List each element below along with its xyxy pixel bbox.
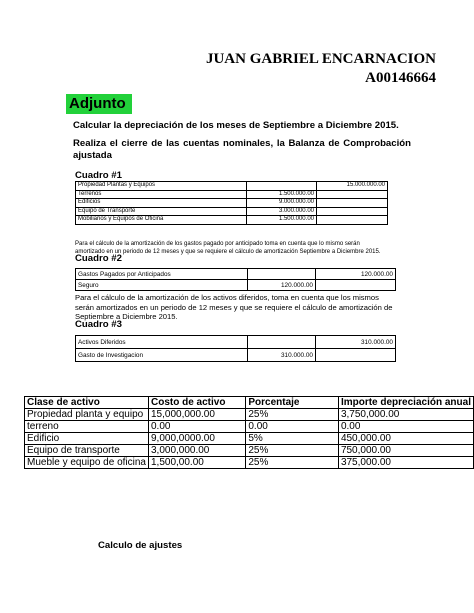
table-cell: Edificio <box>25 433 149 445</box>
row-label: Terrenos <box>76 190 247 199</box>
table-header-row <box>25 397 474 409</box>
cuadro-3-title: Cuadro #3 <box>75 319 122 330</box>
header-cell: Importe depreciación anual <box>338 397 473 409</box>
row-total <box>317 216 388 225</box>
table-cell: 5% <box>246 433 339 445</box>
table-cell: 25% <box>246 409 339 421</box>
row-label: Mobiliarios y Equipos de Oficina <box>76 216 247 225</box>
table-cell: terreno <box>25 421 149 433</box>
row-label: Gastos Pagados por Anticipados <box>76 269 248 280</box>
table-cell: Equipo de transporte <box>25 445 149 457</box>
row-label: Equipo de Transporte <box>76 207 247 216</box>
table-row <box>76 199 388 208</box>
task-line-1: Calcular la depreciación de los meses de Septiembre a Diciembre 2015. <box>73 120 399 131</box>
table-row <box>76 190 388 199</box>
table-cell: 1,500,00.00 <box>148 457 245 469</box>
cuadro-2-note: Para el cálculo de la amortización de los activos diferidos, toma en cuenta que los mismos serán amortizados en un periodo de 12 meses y que se requiere el cálculo de amortización de Septiembre a Diciembre 2015. <box>75 293 393 322</box>
row-total: 15.000.000.00 <box>317 182 388 191</box>
table-cell: 3,000,000.00 <box>148 445 245 457</box>
row-total <box>316 349 396 362</box>
row-label: Gasto de Investigacion <box>76 349 248 362</box>
table-row <box>76 269 396 280</box>
table-cell: 15,000,000.00 <box>148 409 245 421</box>
table-row <box>76 207 388 216</box>
table-cell: Propiedad planta y equipo <box>25 409 149 421</box>
table-cell: Mueble y equipo de oficina <box>25 457 149 469</box>
row-total <box>316 280 396 291</box>
cuadro-2-table <box>75 268 396 291</box>
row-total <box>317 199 388 208</box>
table-row <box>76 216 388 225</box>
cuadro-1-title: Cuadro #1 <box>75 170 122 181</box>
table-row <box>25 409 474 421</box>
student-id: A00146664 <box>365 70 436 86</box>
row-label: Seguro <box>76 280 248 291</box>
table-cell: 0.00 <box>148 421 245 433</box>
table-cell: 375,000.00 <box>338 457 473 469</box>
table-cell: 3,750,000.00 <box>338 409 473 421</box>
row-amount: 3.000.000.00 <box>247 207 317 216</box>
table-cell: 0.00 <box>338 421 473 433</box>
cuadro-2-title: Cuadro #2 <box>75 253 122 264</box>
table-row <box>76 349 396 362</box>
header-cell: Porcentaje <box>246 397 339 409</box>
row-total <box>317 190 388 199</box>
header-cell: Clase de activo <box>25 397 149 409</box>
cuadro-3-table <box>75 335 396 362</box>
row-amount <box>248 269 316 280</box>
cuadro-1-table <box>75 181 388 225</box>
row-amount: 1.500.000.00 <box>247 216 317 225</box>
row-total: 310.000.00 <box>316 336 396 349</box>
row-total: 120.000.00 <box>316 269 396 280</box>
row-total <box>317 207 388 216</box>
row-amount: 1.500.000.00 <box>247 190 317 199</box>
row-label: Propiedad Plantas y Equipos <box>76 182 247 191</box>
table-row <box>25 433 474 445</box>
table-cell: 25% <box>246 445 339 457</box>
table-row <box>76 336 396 349</box>
depreciation-table <box>24 396 474 469</box>
table-row <box>25 457 474 469</box>
row-label: Edificios <box>76 199 247 208</box>
row-amount: 120.000.00 <box>248 280 316 291</box>
footer-label: Calculo de ajustes <box>98 540 183 551</box>
header-cell: Costo de activo <box>148 397 245 409</box>
row-amount: 310.000.00 <box>248 349 316 362</box>
table-cell: 0.00 <box>246 421 339 433</box>
table-cell: 450,000.00 <box>338 433 473 445</box>
table-cell: 25% <box>246 457 339 469</box>
row-label: Activos Diferidos <box>76 336 248 349</box>
table-row <box>76 182 388 191</box>
table-cell: 750,000.00 <box>338 445 473 457</box>
task-line-2: Realiza el cierre de las cuentas nominales, la Balanza de Comprobación ajustada <box>73 138 411 161</box>
table-cell: 9,000,0000.00 <box>148 433 245 445</box>
row-amount <box>247 182 317 191</box>
table-row <box>25 421 474 433</box>
cuadro-1-note: Para el cálculo de la amortización de los gastos pagado por anticipado toma en cuenta que lo mismo serán amortizado en un periodo de 12 meses y que se requiere el cálculo de amortización Septiembre a Diciembre 2015. <box>75 241 381 255</box>
author-name: JUAN GABRIEL ENCARNACION <box>205 51 436 67</box>
row-amount <box>248 336 316 349</box>
row-amount: 9.000.000.00 <box>247 199 317 208</box>
table-row <box>25 445 474 457</box>
table-row <box>76 280 396 291</box>
adjunto-label: Adjunto <box>66 94 132 114</box>
